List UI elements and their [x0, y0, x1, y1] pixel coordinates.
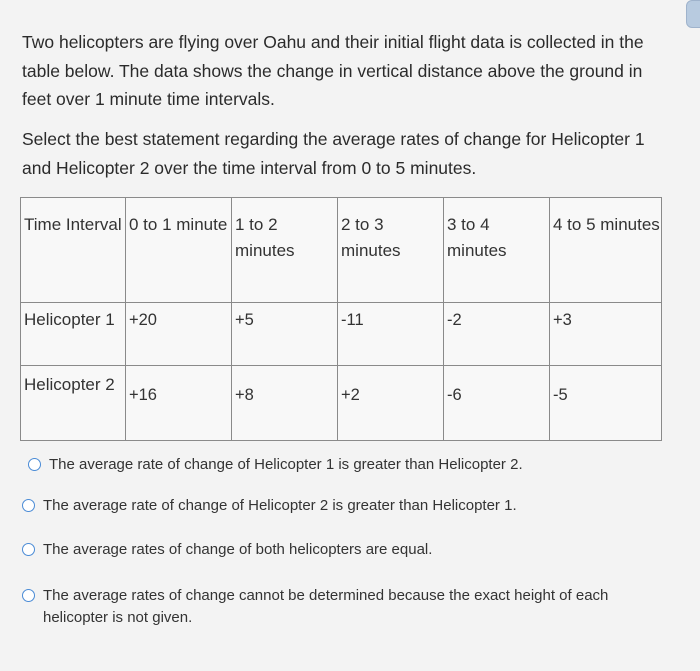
table-header-row [21, 198, 662, 303]
table-cell: -6 [444, 366, 550, 441]
table-cell: +16 [126, 366, 232, 441]
side-scroll-tab[interactable] [686, 0, 700, 28]
table-row [21, 303, 662, 366]
row-label-cell: Helicopter 1 [21, 303, 126, 366]
table-cell: +3 [550, 303, 662, 366]
table-cell: -5 [550, 366, 662, 441]
table-cell: -11 [338, 303, 444, 366]
option-label: The average rates of change of both helicopters are equal. [43, 541, 433, 558]
option-label: The average rate of change of Helicopter 2 is greater than Helicopter 1. [43, 497, 517, 514]
table-cell: -2 [444, 303, 550, 366]
answer-option-2[interactable] [22, 495, 517, 517]
table-cell: +2 [338, 366, 444, 441]
radio-button[interactable] [22, 589, 35, 602]
radio-button[interactable] [28, 458, 41, 471]
question-intro: Two helicopters are flying over Oahu and their initial flight data is collected in the table below. The data shows the change in vertical distance above the ground in feet over 1 minute time intervals. [22, 32, 644, 109]
table-cell: +5 [232, 303, 338, 366]
table-header-cell: Time Interval [21, 198, 126, 303]
table-header-cell: 4 to 5 minutes [550, 198, 662, 303]
table-cell: +20 [126, 303, 232, 366]
row-label-cell: Helicopter 2 [21, 366, 126, 441]
option-label: The average rate of change of Helicopter 1 is greater than Helicopter 2. [49, 456, 523, 473]
table-row [21, 366, 662, 441]
radio-button[interactable] [22, 543, 35, 556]
table-header-cell: 3 to 4 minutes [444, 198, 550, 303]
radio-button[interactable] [22, 499, 35, 512]
answer-option-1[interactable] [28, 454, 523, 476]
table-cell: +8 [232, 366, 338, 441]
table-header-cell: 0 to 1 minute [126, 198, 232, 303]
answer-option-4[interactable] [22, 585, 672, 629]
helicopter-data-table [20, 197, 662, 441]
question-prompt: Select the best statement regarding the average rates of change for Helicopter 1 and Helicopter 2 over the time interval from 0 to 5 minutes. [22, 129, 645, 178]
option-label: The average rates of change cannot be determined because the exact height of each helicopter is not given. [43, 587, 609, 626]
table-header-cell: 2 to 3 minutes [338, 198, 444, 303]
answer-option-3[interactable] [22, 539, 432, 561]
table-header-cell: 1 to 2 minutes [232, 198, 338, 303]
